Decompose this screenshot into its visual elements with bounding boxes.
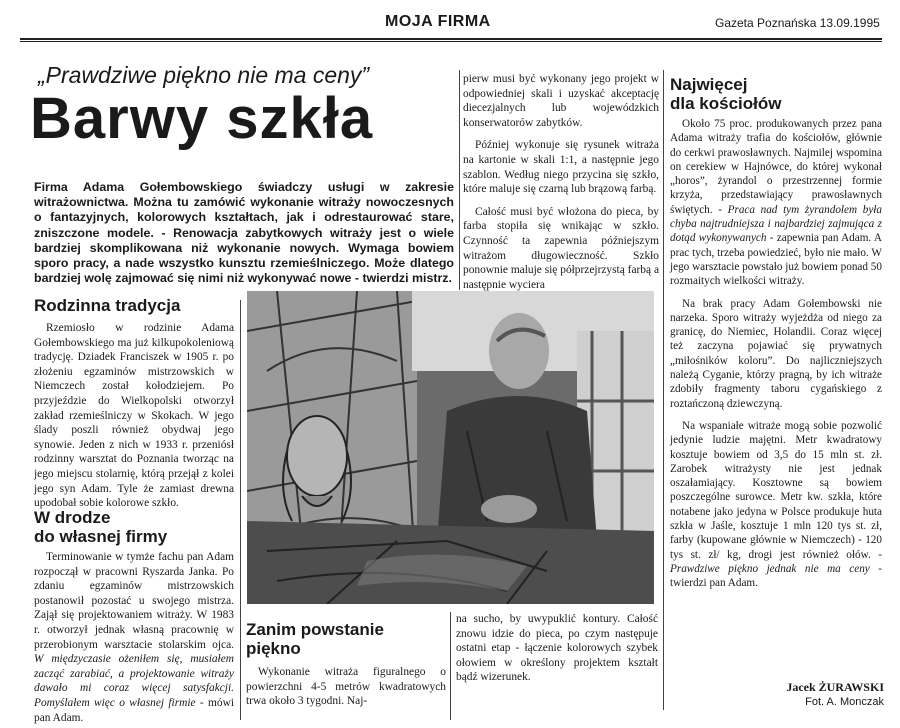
paragraph	[463, 72, 659, 130]
column-divider	[450, 612, 451, 720]
heading-line: Zanim powstanie	[246, 620, 384, 639]
article-section	[34, 321, 234, 511]
text-run: Na wspaniałe witraże mogą sobie pozwolić jedynie ludzie majętni. Metr kwadratowy kosztuje bowiem od 3,5 do 15 mln st. zł. Zarobek witrażysty nie jest jednak oszałamiający. Kosztowne są bowiem poszczególne surowce. Metr kw. szkła, które notabene jako jedyna w Polsce produkuje huta szkła w Jaśle, kosztuje 1 mln 120 tys st. zł, farby (kupowane głównie w Niemczech) - 120 tys st. zł/ kg, drogi jest również ołów. -	[670, 419, 882, 561]
paragraph: Całość musi być włożona do pieca, by farba stopiła się wnikając w szkło. Czynność ta zapewnia późniejszym witrażom długowieczność. Szkło ponownie maluje się półprzejrzystą farbą a następnie wyciera	[463, 205, 659, 291]
article-section	[246, 665, 446, 709]
article-section	[463, 72, 659, 292]
section-title: MOJA FIRMA	[385, 13, 491, 30]
column-divider	[240, 300, 241, 720]
heading-line: dla kościołów	[670, 94, 782, 113]
article-photo	[247, 291, 654, 604]
section-heading	[34, 508, 234, 546]
photo-illustration	[247, 291, 654, 604]
author-byline: Jacek ŻURAWSKI	[786, 680, 884, 694]
paragraph: Wykonanie witraża figuralnego o powierzchni 4-5 metrów kwadratowych trwa około 3 tygodni. Naj-	[246, 666, 446, 708]
text-run: Terminowanie w tymże fachu pan Adam rozpoczął w pracowni Ryszarda Janka. Po zdaniu egzaminów mistrzowskich postanowił pozostać u swojego mistrza. Zajął się projektowaniem witraży. W 1983 r. otworzył jednak własną pracownię w przerobionym warsztacie stolarskim ojca.	[34, 551, 234, 651]
paragraph	[34, 550, 234, 725]
text-run: - zapewnia pan Adam. A prac tych, trzeba powiedzieć, było nie mało. W jego warsztacie powstało już bowiem ponad 50 rozmaitych wielkości witraży.	[670, 232, 882, 288]
heading-line: Najwięcej	[670, 75, 748, 94]
article-title: Barwy szkła	[30, 86, 374, 151]
paragraph	[670, 117, 882, 289]
section-heading	[246, 620, 446, 658]
header-rule	[20, 38, 882, 40]
article-kicker: „Prawdziwe piękno nie ma ceny”	[38, 62, 370, 88]
heading-line: do własnej firmy	[34, 527, 168, 546]
section-heading	[670, 75, 885, 113]
article-lead: Firma Adama Gołembowskiego świadczy usługi w zakresie witrażownictwa. Można tu zamówić wykonanie witraży nowoczesnych o fantazyjnych, kolorowych kształtach, jak i odrestaurować stare, zniszczone modele. - Renowacja zabytkowych witraży jest o wiele bardziej skomplikowana niż wykonanie nowych. Wymaga bowiem sporo pracy, a nade wszystko kunsztu rzemieślniczego. Może dlatego bardziej wolę zajmować się nimi niż wykonywać nowe - twierdzi mistrz.	[34, 180, 454, 286]
quote-italic: W międzyczasie ożeniłem się, musiałem zacząć zarabiać, a projektowanie witraży dawało mi coraz więcej satysfakcji. Pomyślałem więc o własnej firmie	[34, 653, 234, 709]
column-divider	[459, 70, 460, 290]
heading-line: W drodze	[34, 508, 111, 527]
paragraph	[670, 419, 882, 591]
section-heading: Rodzinna tradycja	[34, 296, 181, 315]
quote-italic: Prawdziwe piękno jednak nie ma ceny	[670, 562, 870, 575]
column-divider	[663, 70, 664, 710]
header-rule-thin	[20, 41, 882, 42]
article-section	[670, 117, 882, 591]
article-section	[456, 612, 658, 685]
paragraph: na sucho, by uwypuklić kontury. Całość znowu idzie do pieca, po czym następuje ostatni etap - łączenie kolorowych szybek ołowiem w określony projektem kształt bądź wizerunek.	[456, 613, 658, 684]
heading-line: piękno	[246, 639, 301, 658]
text-run: Około 75 proc. produkowanych przez pana Adama witraży trafia do kościołów, głównie do cerkwi prawosławnych. Najmilej wspomina on cerekiew w Hajnówce, do której wykonał „horos”, żyrandol o przestrzennej formie krzyża, przedstawiający prawosławnych świętych. -	[670, 118, 882, 216]
continued-text: pierw musi być wykonany jego projekt w odpowiedniej skali i uzyskać akceptację diecezjalnych lub wojewódzkich konserwatorów zabytków.	[463, 73, 659, 129]
publication-source: Gazeta Poznańska 13.09.1995	[715, 16, 880, 30]
paragraph: Później wykonuje się rysunek witraża na kartonie w skali 1:1, a następnie jego szablon. Według niego przycina się szkło, które maluje się czarną lub brązową farbą.	[463, 139, 659, 196]
article-section	[34, 550, 234, 725]
paragraph: Na brak pracy Adam Gołembowski nie narzeka. Sporo witraży wyjeżdża od niego za granicę, do Niemiec, Holandii. Coraz więcej też zaczyna pojawiać się prywatnych „miłośników koloru”. Do najliczniejszych należą Cyganie, którzy pragną, by ich witraże zdobiły fragmenty taboru cygańskiego z roztańczoną dziewczyną.	[670, 297, 882, 410]
paragraph: Rzemiosło w rodzinie Adama Gołembowskiego ma już kilkupokoleniową tradycję. Dziadek Franciszek w 1905 r. po złożeniu egzaminów mistrzowskich w Niemczech został kołodziejem. Po przyjeździe do Wielkopolski otworzył zakład rzemieślniczy w Skokach. W jego ślady poszli również obydwaj jego synowie. Jeden z nich w 1933 r. przeniósł rodzinny warsztat do Poznania tworząc na jego miejscu stolarnię, którą przejął z kolei jego syn Adam. Tyle że zamiast drewna upodobał sobie kolorowe szkło.	[34, 322, 234, 510]
quote-italic: Praca nad tym żyrandolem była chyba najtrudniejsza i najbardziej zajmująca z dotąd wykonywanych	[670, 203, 882, 245]
text-run: - twierdzi pan Adam.	[670, 562, 883, 590]
photo-credit: Fot. A. Monczak	[805, 696, 884, 708]
text-run: - mówi pan Adam.	[34, 696, 234, 724]
